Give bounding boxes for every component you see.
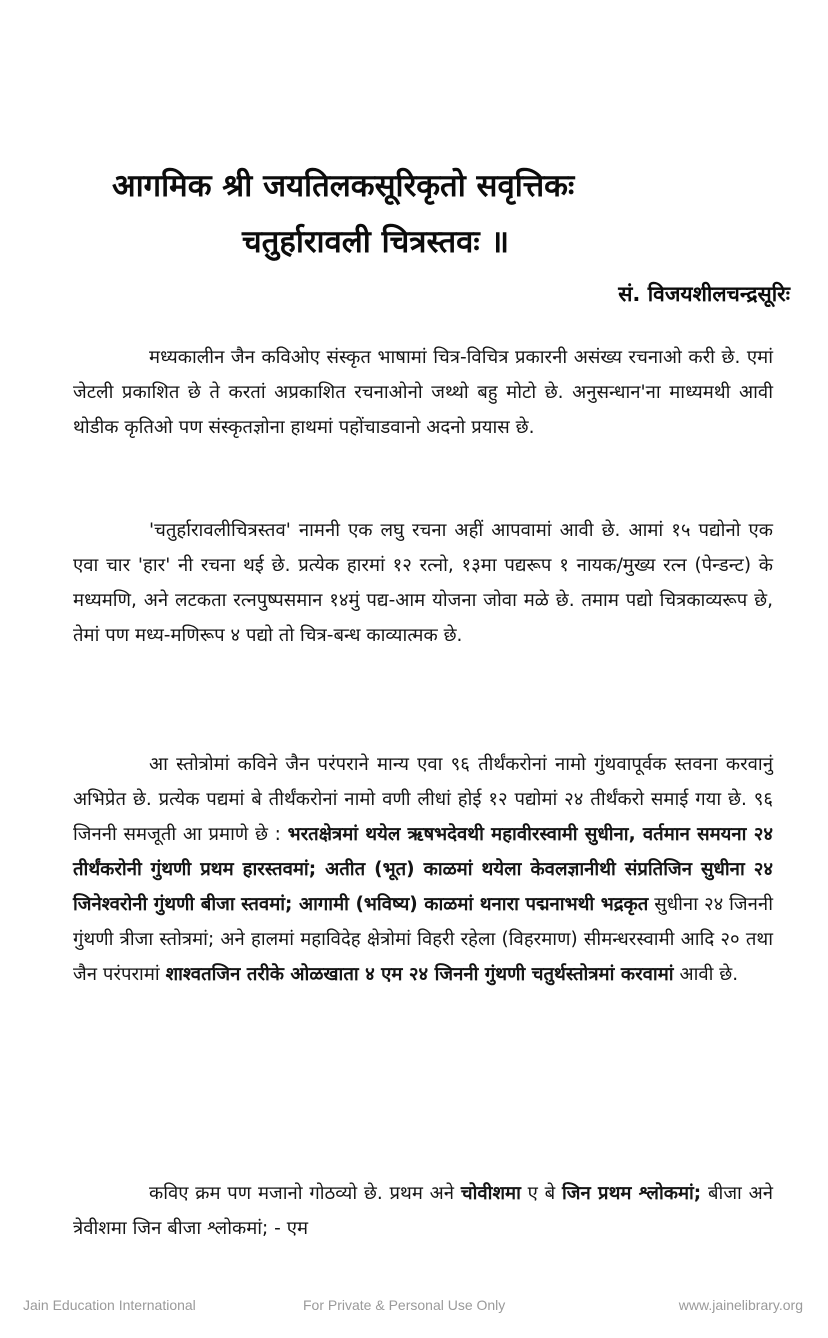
paragraph-2 — [73, 513, 773, 653]
bold-text-run: शाश्वतजिन तरीके ओळखाता ४ एम २४ जिननी गुंथणी चतुर्थस्तोत्रमां करवामां — [165, 964, 674, 985]
text-run: ए बे — [520, 1183, 562, 1204]
paragraph-text: 'चतुर्हारावलीचित्रस्तव' नामनी एक लघु रचना अहीं आपवामां आवी छे. आमां १५ पद्योनो एक एवा चार 'हार' नी रचना थई छे. प्रत्येक हारमां १२ रत्नो, १३मा पद्यरूप १ नायक/मुख्य रत्न (पेन्डन्ट) के मध्यमणि, अने लटकता रत्नपुष्पसमान १४मुं पद्य-आम योजना जोवा मळे छे. तमाम पद्यो चित्रकाव्यरूप छे, तेमां पण मध्य-मणिरूप ४ पद्यो तो चित्र-बन्ध काव्यात्मक छे. — [73, 520, 773, 646]
text-run: सुधीना २४ जिननी गुंथणी त्रीजा स्तोत्रमां; अने हालमां महाविदेह क्षेत्रोमां विहरी रहेला (विहरमाण) सीमन्धरस्वामी आदि २० तथा जैन परंपरामां — [73, 894, 773, 985]
paragraph-text: मध्यकालीन जैन कविओए संस्कृत भाषामां चित्र-विचित्र प्रकारनी असंख्य रचनाओ करी छे. एमां जेटली प्रकाशित छे ते करतां अप्रकाशित रचनाओनो जथ्थो बहु मोटो छे. अनुसन्धान'ना माध्यमथी आवी थोडीक कृतिओ पण संस्कृतज्ञोना हाथमां पहोंचाडवानो अदनो प्रयास छे. — [73, 347, 773, 438]
paragraph-3 — [73, 747, 773, 992]
paragraph-1 — [73, 340, 773, 445]
text-run: बीजा अने त्रेवीशमा जिन बीजा श्लोकमां; - एम — [73, 1183, 773, 1239]
paragraph-text — [73, 1176, 773, 1246]
text-run: कविए क्रम पण मजानो गोठव्यो छे. प्रथम अने — [149, 1183, 461, 1204]
footer-usage-notice: For Private & Personal Use Only — [303, 1297, 506, 1313]
document-title-line-1: आगमिक श्री जयतिलकसूरिकृतो सवृत्तिकः — [112, 168, 575, 204]
bold-text-run: चोवीशमा — [460, 1183, 521, 1204]
footer-publisher: Jain Education International — [23, 1297, 196, 1313]
page-footer — [0, 1297, 828, 1317]
footer-website-link[interactable]: www.jainelibrary.org — [678, 1297, 803, 1313]
paragraph-text — [73, 747, 773, 992]
text-run: आवी छे. — [673, 964, 739, 985]
bold-text-run: जिन प्रथम श्लोकमां; — [561, 1183, 702, 1204]
bold-text-run: भरतक्षेत्रमां थयेल ऋषभदेवथी महावीरस्वामी सुधीना, वर्तमान समयना २४ तीर्थंकरोनी गुंथणी प्रथम हारस्तवमां; अतीत (भूत) काळमां थयेला केवलज्ञानीथी संप्रतिजिन सुधीना २४ जिनेश्वरोनी गुंथणी बीजा स्तवमां; आगामी (भविष्य) काळमां थनारा पद्मनाभथी भद्रकृत — [73, 824, 773, 915]
document-title-line-2: चतुर्हारावली चित्रस्तवः ॥ — [242, 224, 510, 260]
editor-credit: सं. विजयशीलचन्द्रसूरिः — [618, 282, 790, 306]
paragraph-4 — [73, 1176, 773, 1246]
text-run: आ स्तोत्रोमां कविने जैन परंपराने मान्य एवा ९६ तीर्थंकरोनां नामो गुंथवापूर्वक स्तवना करवानुं अभिप्रेत छे. प्रत्येक पद्यमां बे तीर्थंकरोनां नामो वणी लीधां होई १२ पद्योमां २४ तीर्थंकरो समाई गया छे. ९६ जिननी समजूती आ प्रमाणे छे : — [73, 754, 773, 845]
